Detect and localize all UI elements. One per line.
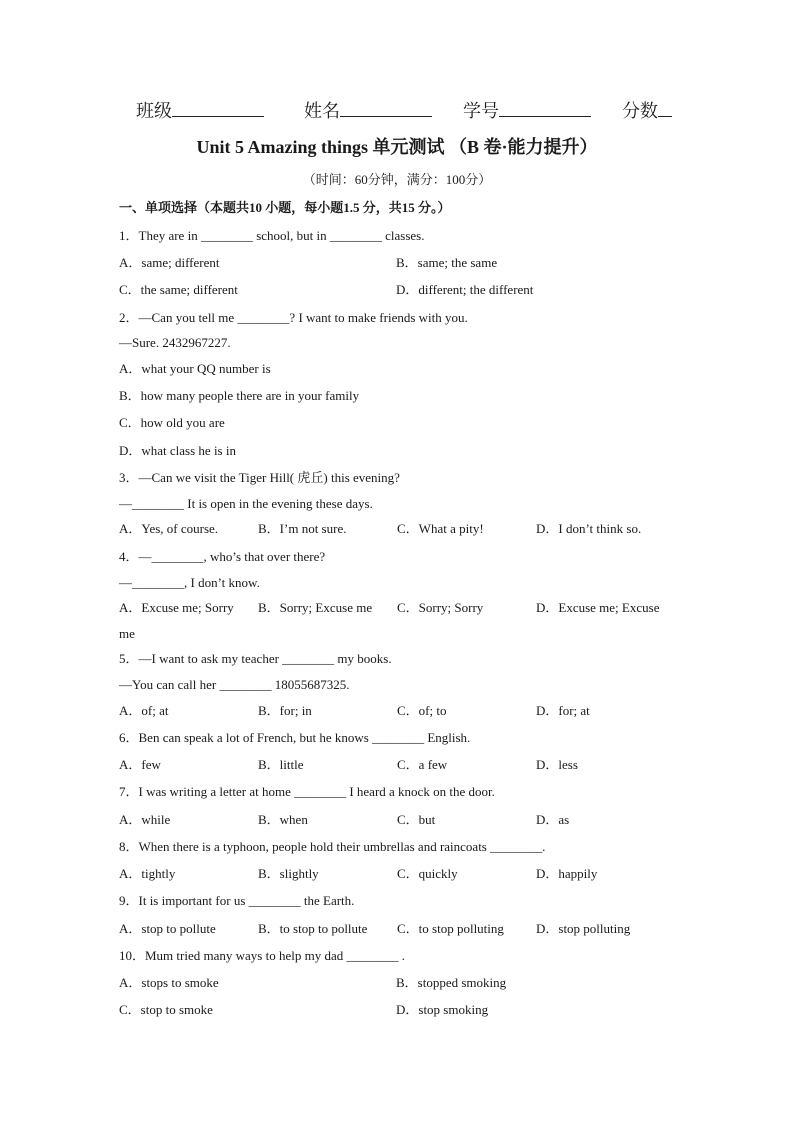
class-blank[interactable] bbox=[172, 96, 264, 117]
q1-option-c[interactable]: C．the same; different bbox=[119, 282, 238, 297]
id-label: 学号 bbox=[463, 101, 499, 121]
q4-option-a[interactable]: A．Excuse me; Sorry bbox=[119, 600, 234, 615]
q10-option-a[interactable]: A．stops to smoke bbox=[119, 975, 219, 990]
class-label: 班级 bbox=[136, 101, 172, 121]
q3-option-d[interactable]: D．I don’t think so. bbox=[536, 521, 642, 536]
q9-option-a[interactable]: A．stop to pollute bbox=[119, 921, 216, 936]
q2-option-c[interactable]: C．how old you are bbox=[119, 415, 225, 430]
q9-option-d[interactable]: D．stop polluting bbox=[536, 921, 631, 936]
question-4-stem: 4．—________, who’s that over there? bbox=[119, 549, 326, 564]
question-9-stem: 9．It is important for us ________ the Earth. bbox=[119, 893, 355, 908]
q4-option-d[interactable]: D．Excuse me; Excuse bbox=[536, 600, 660, 615]
q3-option-b[interactable]: B．I’m not sure. bbox=[258, 521, 347, 536]
id-blank[interactable] bbox=[499, 96, 591, 117]
question-6-stem: 6．Ben can speak a lot of French, but he knows ________ English. bbox=[119, 730, 471, 745]
q8-option-b[interactable]: B．slightly bbox=[258, 866, 319, 881]
name-field bbox=[304, 96, 432, 124]
score-blank[interactable] bbox=[658, 96, 672, 117]
q9-option-b[interactable]: B．to stop to pollute bbox=[258, 921, 368, 936]
q8-option-c[interactable]: C．quickly bbox=[397, 866, 458, 881]
q1-option-b[interactable]: B．same; the same bbox=[396, 255, 498, 270]
question-2-stem-line2: —Sure. 2432967227. bbox=[119, 335, 231, 350]
question-3-stem: 3．—Can we visit the Tiger Hill( 虎丘) this evening? bbox=[119, 470, 400, 485]
question-1-stem: 1．They are in ________ school, but in ________ classes. bbox=[119, 228, 425, 243]
q4-option-c[interactable]: C．Sorry; Sorry bbox=[397, 600, 484, 615]
q6-option-a[interactable]: A．few bbox=[119, 757, 161, 772]
q9-option-c[interactable]: C．to stop polluting bbox=[397, 921, 504, 936]
q2-option-b[interactable]: B．how many people there are in your family bbox=[119, 388, 360, 403]
question-3-stem-line2: —________ It is open in the evening these days. bbox=[119, 496, 373, 511]
q2-option-d[interactable]: D．what class he is in bbox=[119, 443, 236, 458]
score-field bbox=[622, 96, 672, 124]
q6-option-d[interactable]: D．less bbox=[536, 757, 578, 772]
name-blank[interactable] bbox=[340, 96, 432, 117]
id-field bbox=[463, 96, 591, 124]
q5-option-c[interactable]: C．of; to bbox=[397, 703, 447, 718]
q8-option-a[interactable]: A．tightly bbox=[119, 866, 176, 881]
q10-option-d[interactable]: D．stop smoking bbox=[396, 1002, 489, 1017]
score-label: 分数 bbox=[622, 101, 658, 121]
q7-option-c[interactable]: C．but bbox=[397, 812, 436, 827]
q6-option-b[interactable]: B．little bbox=[258, 757, 304, 772]
q5-option-d[interactable]: D．for; at bbox=[536, 703, 590, 718]
question-7-stem: 7．I was writing a letter at home ________ I heard a knock on the door. bbox=[119, 784, 495, 799]
student-info-line bbox=[0, 96, 794, 122]
section-title: 一、单项选择（本题共10 小题，每小题1.5 分，共15 分。） bbox=[119, 200, 451, 215]
q7-option-a[interactable]: A．while bbox=[119, 812, 171, 827]
question-8-stem: 8．When there is a typhoon, people hold their umbrellas and raincoats ________. bbox=[119, 839, 546, 854]
question-2-stem: 2．—Can you tell me ________? I want to make friends with you. bbox=[119, 310, 468, 325]
q7-option-d[interactable]: D．as bbox=[536, 812, 570, 827]
q2-option-a[interactable]: A．what your QQ number is bbox=[119, 361, 271, 376]
q6-option-c[interactable]: C．a few bbox=[397, 757, 448, 772]
question-10-stem: 10．Mum tried many ways to help my dad ________ . bbox=[119, 948, 405, 963]
question-4-stem-line2: —________, I don’t know. bbox=[119, 575, 260, 590]
q5-option-a[interactable]: A．of; at bbox=[119, 703, 169, 718]
question-5-stem: 5．—I want to ask my teacher ________ my books. bbox=[119, 651, 392, 666]
q8-option-d[interactable]: D．happily bbox=[536, 866, 598, 881]
q4-option-b[interactable]: B．Sorry; Excuse me bbox=[258, 600, 373, 615]
q3-option-c[interactable]: C．What a pity! bbox=[397, 521, 484, 536]
name-label: 姓名 bbox=[304, 101, 340, 121]
class-field bbox=[136, 96, 264, 124]
question-5-stem-line2: —You can call her ________ 18055687325. bbox=[119, 677, 350, 692]
q3-option-a[interactable]: A．Yes, of course. bbox=[119, 521, 219, 536]
q5-option-b[interactable]: B．for; in bbox=[258, 703, 312, 718]
q4-option-d-wrap: me bbox=[119, 626, 135, 641]
q10-option-b[interactable]: B．stopped smoking bbox=[396, 975, 507, 990]
q1-option-a[interactable]: A．same; different bbox=[119, 255, 220, 270]
exam-title: Unit 5 Amazing things 单元测试 （B 卷·能力提升） bbox=[196, 137, 598, 157]
q1-option-d[interactable]: D．different; the different bbox=[396, 282, 534, 297]
exam-subtitle: （时间：60分钟，满分：100分） bbox=[302, 172, 492, 187]
q10-option-c[interactable]: C．stop to smoke bbox=[119, 1002, 213, 1017]
q7-option-b[interactable]: B．when bbox=[258, 812, 308, 827]
